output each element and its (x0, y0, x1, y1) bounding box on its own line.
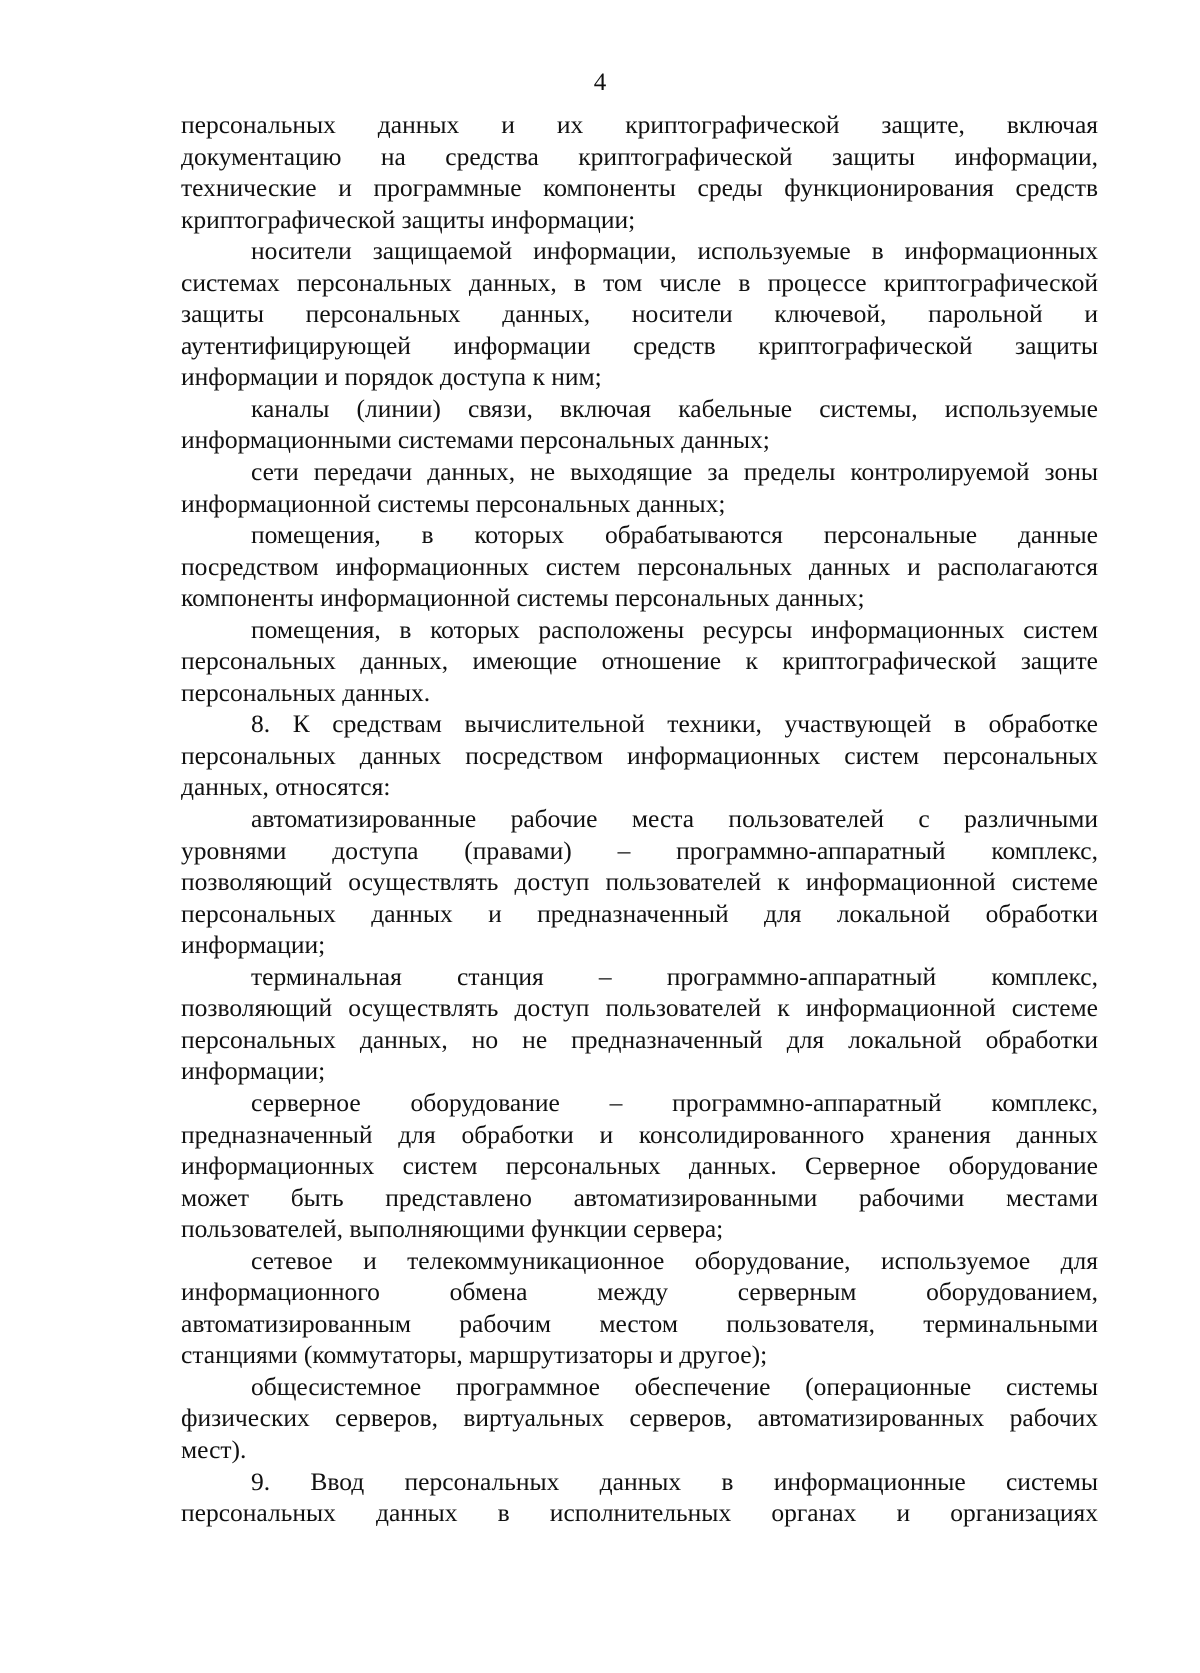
text-line: помещения, в которых обрабатываются персональные данные (251, 520, 1098, 550)
text-line: сети передачи данных, не выходящие за пределы контролируемой зоны (251, 457, 1098, 487)
text-line: каналы (линии) связи, включая кабельные системы, используемые (251, 393, 1098, 423)
paragraph-data-networks (181, 456, 1098, 519)
text-line: посредством информационных систем персональных данных и располагаются (181, 551, 1098, 581)
paragraph-network-equipment (181, 1245, 1098, 1371)
text-line: информации; (181, 930, 326, 960)
text-line: пользователей, выполняющими функции сервера; (181, 1214, 724, 1244)
text-line: персональных данных, имеющие отношение к криптографической защите (181, 646, 1098, 676)
text-line: аутентифицирующей информации средств криптографической защиты (181, 330, 1098, 360)
paragraph-server-equipment (181, 1087, 1098, 1245)
text-line: общесистемное программное обеспечение (операционные системы (251, 1371, 1098, 1401)
text-line: персональных данных и их криптографической защите, включая (181, 110, 1098, 139)
text-line: терминальная станция – программно-аппаратный комплекс, (251, 961, 1098, 991)
text-line: физических серверов, виртуальных серверов, автоматизированных рабочих (181, 1403, 1098, 1433)
text-line: информационного обмена между серверным оборудованием, (181, 1277, 1098, 1307)
text-line: криптографической защиты информации; (181, 204, 636, 234)
text-line: 8. К средствам вычислительной техники, участвующей в обработке (251, 709, 1098, 739)
text-line: автоматизированным рабочим местом пользователя, терминальными (181, 1308, 1098, 1338)
text-line: системах персональных данных, в том числе в процессе криптографической (181, 267, 1098, 297)
text-line: технические и программные компоненты среды функционирования средств (181, 173, 1098, 203)
text-line: предназначенный для обработки и консолидированного хранения данных (181, 1119, 1098, 1149)
page-number: 4 (593, 69, 607, 96)
text-line: сетевое и телекоммуникационное оборудование, используемое для (251, 1245, 1098, 1275)
text-line: информационной системы персональных данных; (181, 488, 726, 518)
text-line: персональных данных посредством информационных систем персональных (181, 740, 1098, 770)
text-line: защиты персональных данных, носители ключевой, парольной и (181, 299, 1098, 329)
text-line: мест). (181, 1434, 247, 1464)
text-line: информационных систем персональных данных. Серверное оборудование (181, 1151, 1098, 1181)
text-line: информации и порядок доступа к ним; (181, 362, 602, 392)
text-line: позволяющий осуществлять доступ пользователей к информационной системе (181, 867, 1098, 897)
document-body (181, 109, 1098, 1529)
text-line: станциями (коммутаторы, маршрутизаторы и другое); (181, 1340, 768, 1370)
text-line: персональных данных и предназначенный для локальной обработки (181, 898, 1098, 928)
text-line: уровнями доступа (правами) – программно-аппаратный комплекс, (181, 835, 1098, 865)
text-line: серверное оборудование – программно-аппаратный комплекс, (251, 1087, 1098, 1117)
text-line: персональных данных. (181, 677, 431, 707)
paragraph-terminal-station (181, 961, 1098, 1087)
text-line: может быть представлено автоматизированными рабочими местами (181, 1182, 1098, 1212)
paragraph-communication-channels (181, 393, 1098, 456)
text-line: 9. Ввод персональных данных в информационные системы (251, 1466, 1098, 1496)
text-line: документацию на средства криптографической защиты информации, (181, 141, 1098, 171)
text-line: данных, относятся: (181, 772, 391, 802)
text-line: носители защищаемой информации, используемые в информационных (251, 236, 1098, 266)
paragraph-resource-premises (181, 614, 1098, 709)
text-line: компоненты информационной системы персональных данных; (181, 583, 865, 613)
paragraph-section-9 (181, 1466, 1098, 1529)
paragraph-section-8 (181, 708, 1098, 803)
paragraph-system-software (181, 1371, 1098, 1466)
paragraph-crypto-documentation (181, 109, 1098, 235)
text-line: позволяющий осуществлять доступ пользователей к информационной системе (181, 993, 1098, 1023)
text-line: персональных данных, но не предназначенный для локальной обработки (181, 1024, 1098, 1054)
paragraph-processing-premises (181, 519, 1098, 614)
text-line: автоматизированные рабочие места пользователей с различными (251, 804, 1098, 834)
text-line: информации; (181, 1056, 326, 1086)
text-line: персональных данных в исполнительных органах и организациях (181, 1498, 1098, 1528)
paragraph-workstations (181, 803, 1098, 961)
text-line: информационными системами персональных данных; (181, 425, 770, 455)
text-line: помещения, в которых расположены ресурсы информационных систем (251, 614, 1098, 644)
paragraph-information-carriers (181, 235, 1098, 393)
